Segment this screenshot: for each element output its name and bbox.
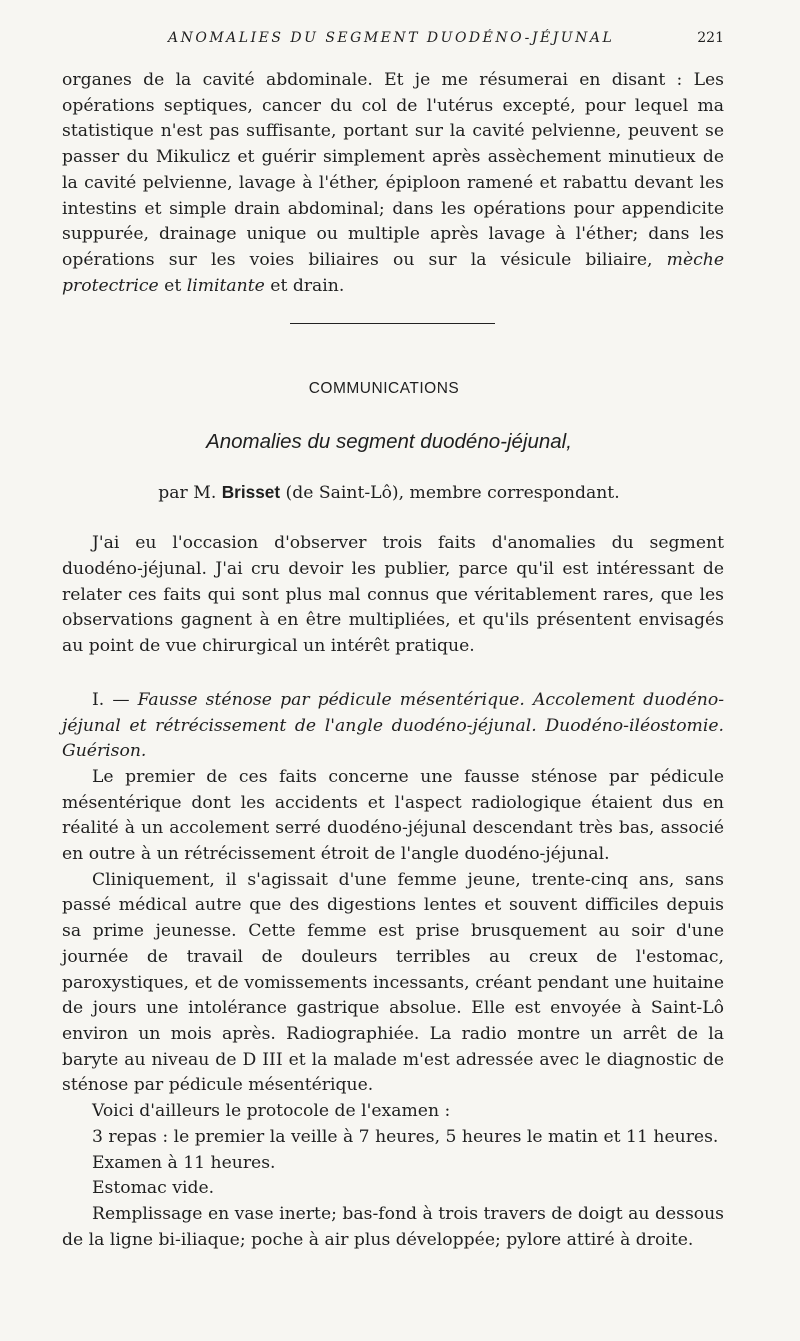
byline-prefix: par M. — [158, 483, 222, 504]
protocol-line: 3 repas : le premier la veille à 7 heures, 5 heures le matin et 11 heures. — [92, 1126, 719, 1147]
page-number: 221 — [697, 30, 724, 46]
page — [62, 24, 724, 1253]
byline — [54, 482, 724, 503]
continued-paragraph — [62, 68, 724, 299]
running-head-title: ANOMALIES DU SEGMENT DUODÉNO-JÉJUNAL — [168, 30, 615, 46]
section-heading: COMMUNICATIONS — [308, 380, 460, 398]
byline-suffix: (de Saint-Lô), membre correspondant. — [280, 483, 620, 504]
protocol-line: Examen à 11 heures. — [92, 1152, 276, 1173]
protocol-line: Estomac vide. — [92, 1178, 215, 1199]
paragraph: Voici d'ailleurs le protocole de l'examen : — [92, 1101, 451, 1122]
paragraph: Cliniquement, il s'agissait d'une femme jeune, trente-cinq ans, sans passé médical autre que des digestions lentes et souvent difficiles depuis sa prime jeunesse. Cette femme est prise brusquement au soir d'une journée de travail de douleurs terribles au creux de l'estomac, paroxystiques, et de vomissements incessants, créant pendant une huitaine de jours une intolérance gastrique absolue. Elle est envoyée à Saint-Lô environ un mois après. Radiographiée. La radio montre un arrêt de la baryte au niveau de D III et la malade m'est adressée avec le diagnostic de sténose par pédicule mésentérique. — [62, 869, 724, 1096]
section-divider — [290, 323, 495, 324]
case-number: I. — — [92, 689, 138, 710]
continued-text-1: organes de la cavité abdominale. Et je me résumerai en disant : Les opérations septiques, cancer du col de l'utérus excepté, pour lequel ma statistique n'est pas suffisante, portant sur la cavité pelvienne, peuvent se passer du Mikulicz et guérir simplement après assèchement minutieux de la cavité pelvienne, lavage à l'éther, épiploon ramené et rabattu devant les intestins et simple drain abdominal; dans les opérations pour appendicite suppurée, drainage unique ou multiple après lavage à l'éther; dans les opérations sur les voies biliaires ou sur la vésicule biliaire, — [62, 70, 724, 270]
protocol-line: Remplissage en vase inerte; bas-fond à trois travers de doigt au dessous de la ligne bi-iliaque; poche à air plus développée; pylore attiré à droite. — [62, 1203, 724, 1250]
paragraph: Le premier de ces faits concerne une fausse sténose par pédicule mésentérique dont les accidents et l'aspect radiologique étaient dus en réalité à un accolement serré duodéno-jéjunal descendant très bas, associé en outre à un rétrécissement étroit de l'angle duodéno-jéjunal. — [62, 766, 724, 865]
case-title: Fausse sténose par pédicule mésentérique. Accolement duodéno-jéjunal et rétrécissement de l'angle duodéno-jéjunal. Duodéno-iléostomie. Guérison. — [62, 689, 725, 762]
conjunction: et — [158, 275, 187, 296]
intro-paragraph: J'ai eu l'occasion d'observer trois faits d'anomalies du segment duodéno-jéjunal. J'ai cru devoir les publier, parce qu'il est intéressant de relater ces faits qui sont plus mal connus que véritablement rares, que les observations gagnent à en être multipliées, et qu'ils présentent envisagés au point de vue chirurgical un intérêt pratique. — [62, 533, 724, 657]
italic-term-2: limitante — [186, 275, 265, 296]
article-title: Anomalies du segment duodéno-jéjunal, — [206, 430, 572, 454]
case-heading — [62, 688, 724, 765]
author-name: Brisset — [221, 482, 281, 503]
italic-term-1: mèche protectrice — [62, 249, 724, 296]
continued-text-2: et drain. — [264, 275, 345, 296]
running-head — [62, 24, 724, 54]
